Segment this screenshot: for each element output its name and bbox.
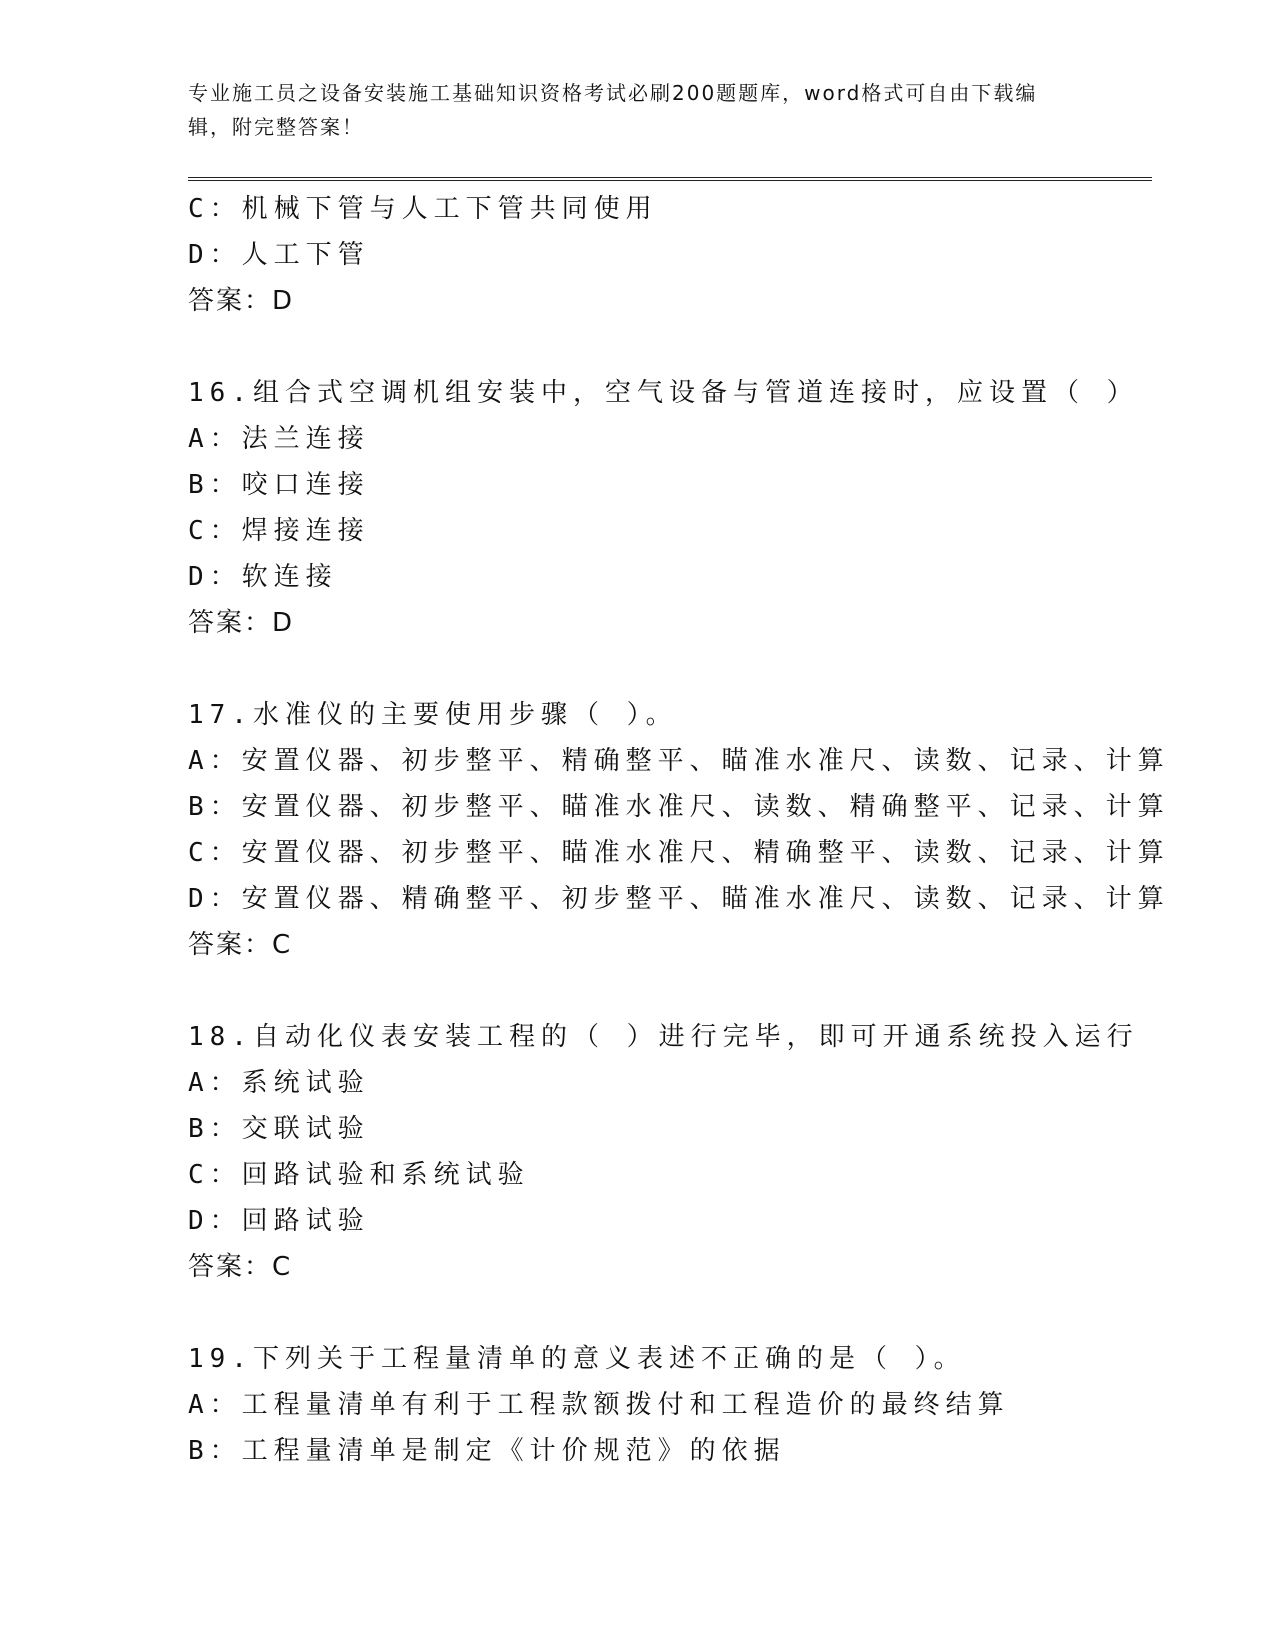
- spacer: [188, 1290, 1148, 1336]
- question-stem: 17.水准仪的主要使用步骤（ ）。: [188, 700, 678, 730]
- option-b: B：交联试验: [188, 1114, 370, 1144]
- option-d: D：安置仪器、精确整平、初步整平、瞄准水准尺、读数、记录、计算: [188, 884, 1170, 914]
- option-b: B：工程量清单是制定《计价规范》的依据: [188, 1436, 786, 1466]
- header-divider: [188, 177, 1152, 181]
- answer-line: 答案：D: [188, 608, 295, 638]
- spacer: [188, 324, 1148, 370]
- question-18: [188, 1014, 1148, 1290]
- question-stem: 19.下列关于工程量清单的意义表述不正确的是（ ）。: [188, 1344, 966, 1374]
- question-15-partial: [188, 186, 1148, 324]
- option-d: D：人工下管: [188, 240, 370, 270]
- question-stem: 16.组合式空调机组安装中，空气设备与管道连接时，应设置（ ）: [188, 378, 1139, 408]
- header-title: 专业施工员之设备安装施工基础知识资格考试必刷200题题库，word格式可自由下载编辑，附完整答案！: [188, 81, 1038, 139]
- page-header: [188, 76, 1068, 144]
- option-a: A：工程量清单有利于工程款额拨付和工程造价的最终结算: [188, 1390, 1010, 1420]
- option-c: C：回路试验和系统试验: [188, 1160, 530, 1190]
- option-a: A：法兰连接: [188, 424, 370, 454]
- option-b: B：咬口连接: [188, 470, 370, 500]
- question-content: [188, 186, 1170, 1474]
- option-d: D：回路试验: [188, 1206, 370, 1236]
- question-stem: 18.自动化仪表安装工程的（ ）进行完毕，即可开通系统投入运行: [188, 1022, 1139, 1052]
- question-17: [188, 692, 1170, 968]
- answer-line: 答案：D: [188, 286, 295, 316]
- spacer: [188, 968, 1148, 1014]
- option-b: B：安置仪器、初步整平、瞄准水准尺、读数、精确整平、记录、计算: [188, 792, 1170, 822]
- option-d: D：软连接: [188, 562, 338, 592]
- question-19: [188, 1336, 1148, 1474]
- answer-line: 答案：C: [188, 930, 293, 960]
- answer-line: 答案：C: [188, 1252, 293, 1282]
- option-c: C：机械下管与人工下管共同使用: [188, 194, 658, 224]
- question-16: [188, 370, 1148, 646]
- option-a: A：安置仪器、初步整平、精确整平、瞄准水准尺、读数、记录、计算: [188, 746, 1170, 776]
- option-c: C：安置仪器、初步整平、瞄准水准尺、精确整平、读数、记录、计算: [188, 838, 1170, 868]
- option-a: A：系统试验: [188, 1068, 370, 1098]
- spacer: [188, 646, 1148, 692]
- option-c: C：焊接连接: [188, 516, 370, 546]
